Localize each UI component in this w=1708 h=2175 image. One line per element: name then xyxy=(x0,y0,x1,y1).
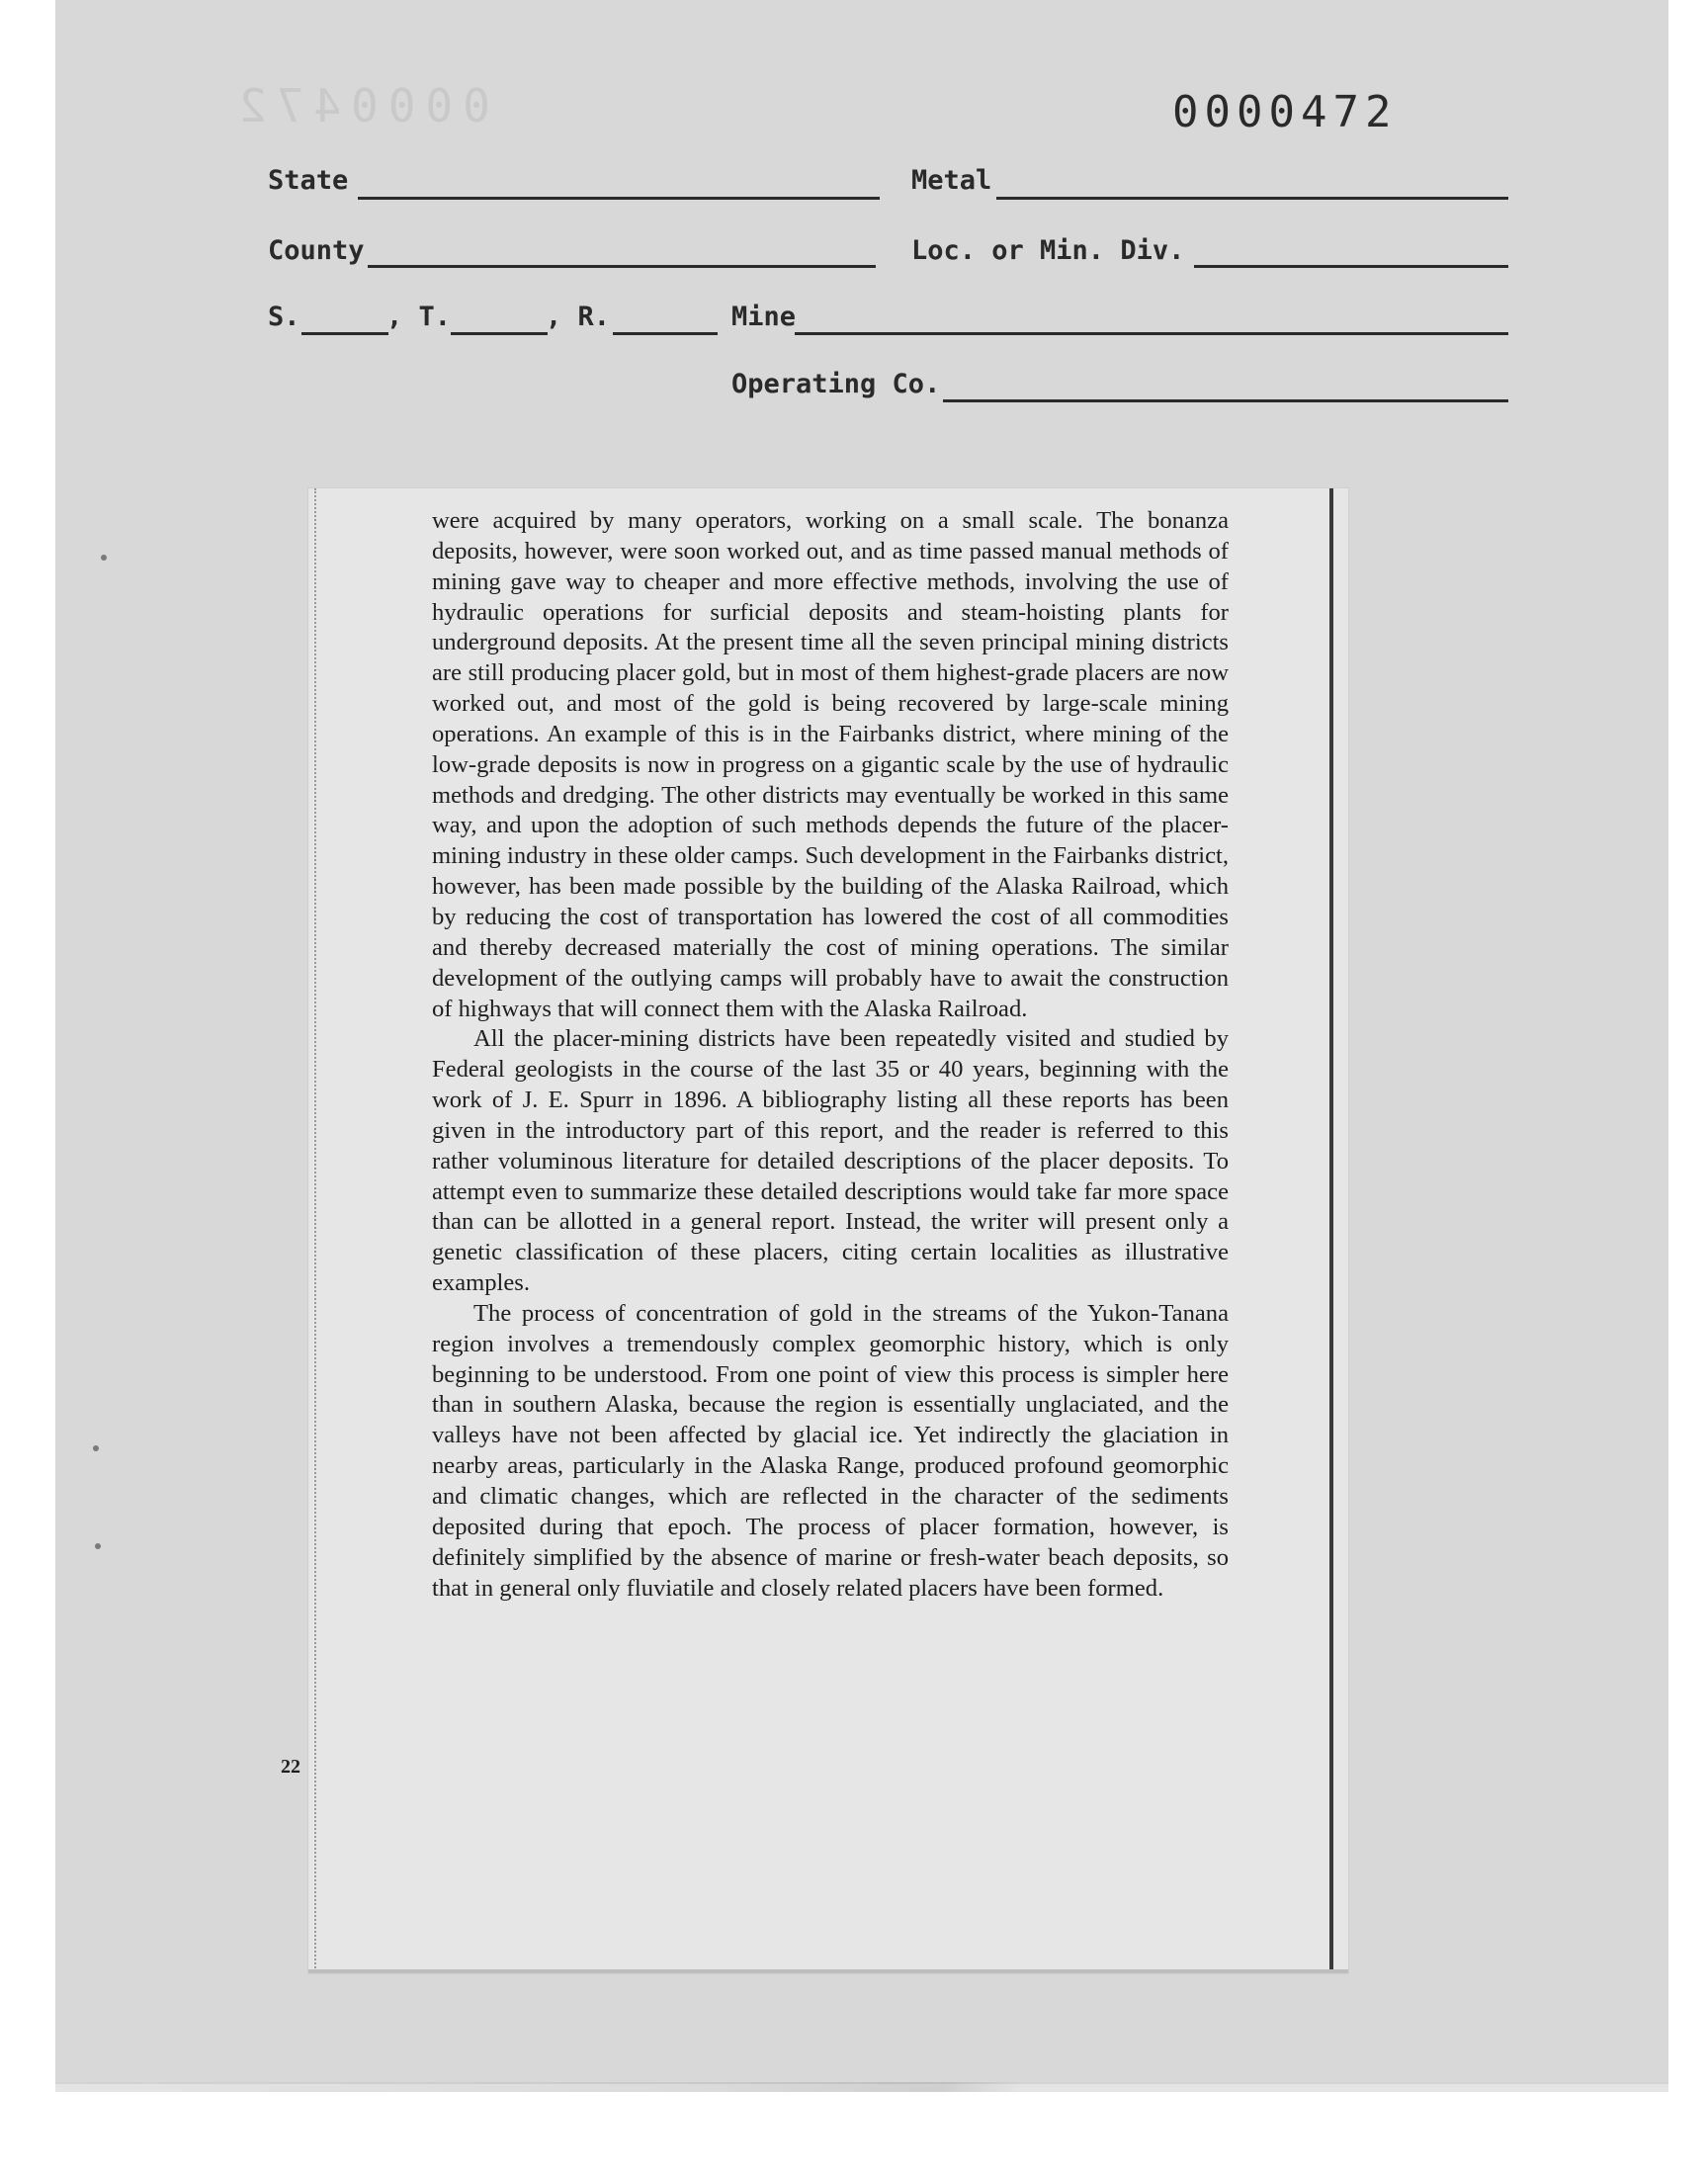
paragraph-1: were acquired by many operators, working on a small scale. The bonanza deposits, however, were soon worked out, and as time passed manual methods of mining gave way to cheaper and more effective methods, involving the use of hydraulic operations for surficial deposits and steam-hoisting plants for underground deposits. At the present time all the seven principal mining districts are still producing placer gold, but in most of them highest-grade placers are now worked out, and most of the gold is being recovered by large-scale mining operations. An example of this is in the Fairbanks district, where mining of the low-grade deposits is now in progress on a gigantic scale by the use of hydraulic methods and dredging. The other districts may eventually be worked in this same way, and upon the adoption of such methods depends the future of the placer-mining industry in these older camps. Such development in the Fairbanks district, however, has been made possible by the building of the Alaska Railroad, which by reducing the cost of transportation has lowered the cost of all commodities and thereby decreased materially the cost of mining operations. The similar development of the outlying camps will probably have to await the construction of highways that will connect them with the Alaska Railroad. xyxy=(432,507,1229,1022)
township-label: , T. xyxy=(386,302,452,332)
location-label: Loc. or Min. Div. xyxy=(911,235,1185,266)
range-label: , R. xyxy=(546,302,611,332)
clipping-bottom-edge xyxy=(308,1969,1348,1973)
operating-co-label: Operating Co. xyxy=(731,369,941,399)
metal-label: Metal xyxy=(911,165,992,196)
township-field-line[interactable] xyxy=(451,332,548,335)
metal-field-line[interactable] xyxy=(996,197,1508,200)
county-field-line[interactable] xyxy=(368,265,876,268)
paragraph-2: All the placer-mining districts have been repeatedly visited and studied by Federal geologists in the course of the last 35 or 40 years, beginning with the work of J. E. Spurr in 1896. A bibliography listing all these reports has been given in the introductory part of this report, and the reader is referred to this rather voluminous literature for detailed descriptions of the placer deposits. To attempt even to summarize these detailed descriptions would take far more space than can be allotted in a general report. Instead, the writer will present only a genetic classification of these placers, citing certain localities as illustrative examples. xyxy=(432,1025,1229,1297)
state-field-line[interactable] xyxy=(358,197,880,200)
margin-speck xyxy=(101,555,107,561)
card-bottom-edge xyxy=(55,2082,1668,2092)
report-text xyxy=(432,506,1229,1604)
county-label: County xyxy=(268,235,365,266)
card-number-stamp: 0000472 xyxy=(1172,87,1398,137)
clipping-left-edge xyxy=(314,488,316,1971)
section-field-line[interactable] xyxy=(301,332,388,335)
section-label: S. xyxy=(268,302,300,332)
operating-co-field-line[interactable] xyxy=(943,399,1508,402)
bleed-through-stamp: 0000472 xyxy=(229,79,490,132)
state-label: State xyxy=(268,165,349,196)
paragraph-3: The process of concentration of gold in the streams of the Yukon-Tanana region involves a tremendously complex geomorphic history, which is only beginning to be understood. From one point of view this process is simpler here than in southern Alaska, because the region is essentially unglaciated, and the valleys have not been affected by glacial ice. Yet indirectly the glaciation in nearby areas, particularly in the Alaska Range, produced profound geomorphic and climatic changes, which are reflected in the character of the sediments deposited during that epoch. The process of placer formation, however, is definitely simplified by the absence of marine or fresh-water beach deposits, so that in general only fluviatile and closely related placers have been formed. xyxy=(432,1299,1229,1602)
page-number: 22 xyxy=(281,1756,300,1778)
margin-speck xyxy=(95,1543,101,1549)
range-field-line[interactable] xyxy=(613,332,718,335)
location-field-line[interactable] xyxy=(1194,265,1508,268)
mine-field-line[interactable] xyxy=(795,332,1508,335)
clipping-right-edge xyxy=(1329,488,1333,1973)
margin-speck xyxy=(93,1445,99,1451)
mine-label: Mine xyxy=(731,302,797,332)
